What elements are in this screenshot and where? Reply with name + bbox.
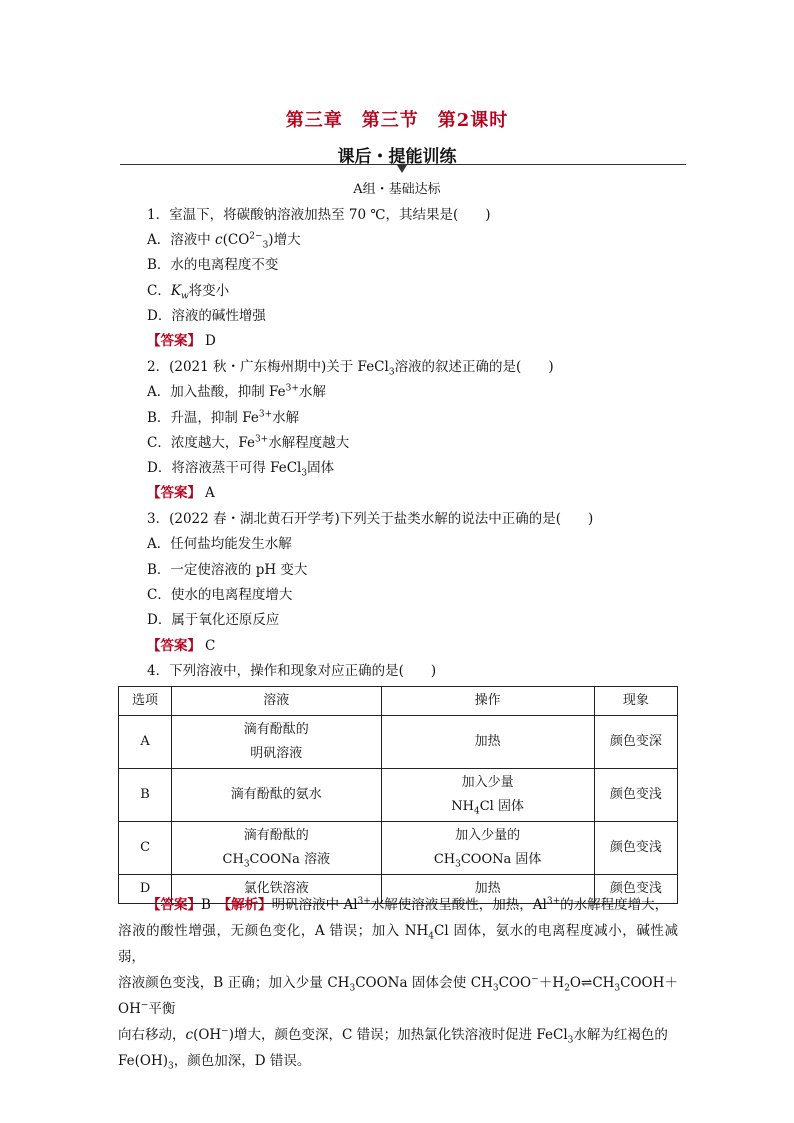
- table-cell-operation: 加热: [381, 716, 594, 769]
- question-2-option-b: B．升温，抑制 $Fe^{3+}$水解: [147, 409, 300, 426]
- question-1-option-c: C．$K_w$将变小: [147, 283, 230, 302]
- table-cell-result: 颜色变浅: [594, 875, 677, 904]
- table-cell-option: B: [119, 769, 172, 822]
- table-header: 操作: [381, 687, 594, 716]
- experiment-table: [118, 686, 678, 904]
- table-cell-option: C: [119, 822, 172, 875]
- question-3-option-d: D．属于氧化还原反应: [147, 612, 280, 628]
- table-cell-result: 颜色变浅: [594, 822, 677, 875]
- table-cell-result: 颜色变深: [594, 716, 677, 769]
- table-row: [119, 822, 678, 875]
- question-3-option-a: A．任何盐均能发生水解: [147, 536, 292, 552]
- question-3-answer: 【答案】 C: [147, 638, 216, 654]
- chapter-title: 第三章 第三节 第2课时: [285, 110, 509, 131]
- question-3-option-b: B．一定使溶液的 pH 变大: [147, 562, 308, 578]
- table-cell-option: A: [119, 716, 172, 769]
- question-3-stem: 3．(2022 春・湖北黄石开学考)下列关于盐类水解的说法中正确的是( ): [147, 511, 594, 527]
- table-cell-option: D: [119, 875, 172, 904]
- table-cell-result: 颜色变浅: [594, 769, 677, 822]
- table-cell-solution: 滴有酚酞的氨水: [172, 769, 381, 822]
- table-cell-operation: 加热: [381, 875, 594, 904]
- table-header: 现象: [594, 687, 677, 716]
- group-label: A组・基础达标: [353, 182, 441, 197]
- table-cell-solution: 滴有酚酞的 明矾溶液: [172, 716, 381, 769]
- table-row: [119, 716, 678, 769]
- table-header: 选项: [119, 687, 172, 716]
- table-cell-operation: 加入少量 $NH_4Cl$ 固体: [381, 769, 594, 822]
- question-2-answer: 【答案】 A: [147, 485, 215, 501]
- question-1-option-d: D．溶液的碱性增强: [147, 308, 266, 324]
- question-4-stem: 4．下列溶液中，操作和现象对应正确的是( ): [147, 663, 437, 679]
- question-1-answer: 【答案】 D: [147, 333, 216, 349]
- section-subtitle: 课后・提能训练: [337, 147, 457, 167]
- question-4-answer-analysis: 【答案】B 【解析】明矾溶液中 $Al^{3+}$水解使溶液呈酸性，加热，$Al^{3+}$的水解程度增大， 溶液的酸性增强，无颜色变化，A 错误；加入 $NH_4Cl$ 固体，氨水的电离程度减小，碱性减弱， 溶液颜色变浅，B 正确；加入少量 $CH_3COONa$ 固体会使 $CH_3COO^-+H_2O\rightleftharpoons CH_3COOH+OH^-$平衡 向右移动，c(OH−)增大，颜色变深，C 错误；加热氯化铁溶液时促进 FeCl$_3$水解为红褐色的 $Fe(OH)_3$，颜色加深，D 错误。: [118, 896, 679, 1072]
- question-1-option-a: A．溶液中 $c(CO^{2-}_3)$增大: [147, 231, 301, 251]
- question-3-option-c: C．使水的电离程度增大: [147, 587, 293, 603]
- question-1-stem: 1．室温下，将碳酸钠溶液加热至 70 ℃，其结果是( ): [147, 207, 491, 223]
- table-row: [119, 769, 678, 822]
- question-2-option-c: C．浓度越大，$Fe^{3+}$水解程度越大: [147, 434, 350, 451]
- equilibrium-arrow-icon: ⇌: [581, 975, 593, 991]
- question-2-option-a: A．加入盐酸，抑制 $Fe^{3+}$水解: [147, 383, 326, 400]
- table-cell-solution: 氯化铁溶液: [172, 875, 381, 904]
- table-header: 溶液: [172, 687, 381, 716]
- question-1-option-b: B．水的电离程度不变: [147, 257, 279, 273]
- table-header-row: [119, 687, 678, 716]
- table-cell-solution: 滴有酚酞的 $CH_3COONa$ 溶液: [172, 822, 381, 875]
- question-2-option-d: D．将溶液蒸干可得 FeCl$_3$固体: [147, 460, 335, 479]
- table-cell-operation: 加入少量的 $CH_3COONa$ 固体: [381, 822, 594, 875]
- divider-triangle-icon: [397, 165, 407, 173]
- question-2-stem: 2．(2021 秋・广东梅州期中)关于 FeCl$_3$溶液的叙述正确的是( ): [147, 359, 554, 378]
